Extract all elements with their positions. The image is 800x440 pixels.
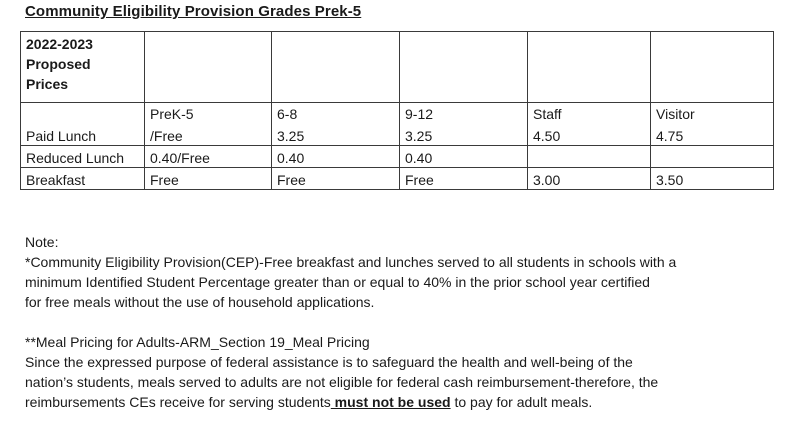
price-cell [651, 146, 774, 168]
cep-note-line: minimum Identified Student Percentage greater than or equal to 40% in the prior school year certified [25, 274, 650, 290]
corner-line-prices: Prices [26, 76, 69, 92]
table-row-paid-lunch [21, 123, 774, 146]
adult-note-line: Since the expressed purpose of federal assistance is to safeguard the health and well-being of the [25, 354, 633, 370]
price-cell: 3.25 [272, 123, 400, 146]
corner-line-year: 2022-2023 [26, 36, 93, 52]
header-empty-cell [272, 32, 400, 103]
price-cell: 3.00 [528, 168, 651, 190]
table-corner-cell [21, 32, 145, 103]
price-cell: 4.75 [651, 123, 774, 146]
adult-note-line: nation’s students, meals served to adults are not eligible for federal cash reimbursement-therefore, the [25, 374, 659, 390]
adult-pricing-heading: **Meal Pricing for Adults-ARM_Section 19_Meal Pricing [25, 334, 370, 350]
table-row-breakfast [21, 168, 774, 190]
column-label-prek5: PreK-5 [145, 103, 272, 124]
adult-note-last-line [25, 392, 785, 412]
row-label: Paid Lunch [21, 123, 145, 146]
corner-line-proposed: Proposed [26, 56, 91, 72]
column-label-9-12: 9-12 [400, 103, 528, 124]
notes-heading: Note: [25, 234, 59, 250]
table-row-reduced-lunch [21, 146, 774, 168]
notes-section [25, 232, 785, 412]
price-cell: 0.40/Free [145, 146, 272, 168]
column-labels-row [21, 103, 774, 124]
price-cell [528, 146, 651, 168]
column-label-visitor: Visitor [651, 103, 774, 124]
column-labels-spacer [21, 103, 145, 124]
price-cell: Free [145, 168, 272, 190]
cep-note-line: for free meals without the use of household applications. [25, 294, 375, 310]
header-empty-cell [528, 32, 651, 103]
column-label-staff: Staff [528, 103, 651, 124]
header-empty-cell [145, 32, 272, 103]
document-title: Community Eligibility Provision Grades Prek-5 [25, 3, 362, 20]
cep-note-line: *Community Eligibility Provision(CEP)-Free breakfast and lunches served to all students in schools with a [25, 254, 677, 270]
price-cell: Free [400, 168, 528, 190]
price-cell: 3.25 [400, 123, 528, 146]
price-cell: 4.50 [528, 123, 651, 146]
price-cell: 0.40 [272, 146, 400, 168]
header-empty-cell [400, 32, 528, 103]
price-table [20, 31, 774, 190]
adult-note-text: to pay for adult meals. [450, 394, 593, 410]
table-header-row [21, 32, 774, 103]
header-empty-cell [651, 32, 774, 103]
price-cell: 0.40 [400, 146, 528, 168]
column-label-6-8: 6-8 [272, 103, 400, 124]
row-label: Reduced Lunch [21, 146, 145, 168]
price-cell: 3.50 [651, 168, 774, 190]
adult-note-text: reimbursements CEs receive for serving students [25, 394, 331, 410]
must-not-be-used-emphasis: must not be used [330, 394, 451, 410]
notes-spacer [25, 312, 785, 332]
price-cell: /Free [145, 123, 272, 146]
row-label: Breakfast [21, 168, 145, 190]
price-cell: Free [272, 168, 400, 190]
